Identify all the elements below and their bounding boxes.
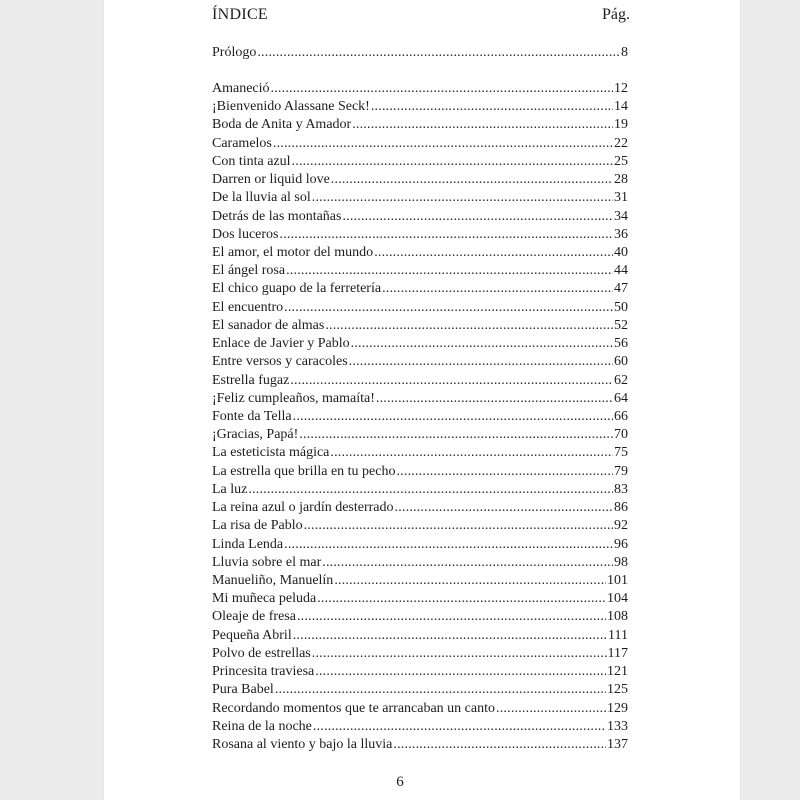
page-number: 6	[396, 774, 404, 790]
toc-entry-page: 64	[614, 390, 628, 406]
dot-leader	[322, 554, 613, 572]
toc-row	[212, 645, 628, 663]
toc-entry-page: 98	[614, 554, 628, 570]
toc-row	[212, 98, 628, 116]
toc-entry-title: Lluvia sobre el mar	[212, 554, 322, 570]
toc-row	[212, 663, 628, 681]
toc-entry-title: El sanador de almas	[212, 317, 325, 333]
toc-entry-title: Princesita traviesa	[212, 664, 315, 679]
toc-row	[212, 736, 628, 754]
toc-row	[212, 335, 628, 353]
toc-row	[212, 536, 628, 554]
dot-leader	[284, 299, 613, 317]
toc-entry-title: Linda Lenda	[212, 536, 284, 552]
toc-row	[212, 208, 628, 226]
toc-row	[212, 116, 628, 134]
toc-entry-title: Pequeña Abril	[212, 627, 292, 643]
toc-row	[212, 627, 628, 645]
toc-row	[212, 408, 628, 426]
toc-row	[212, 390, 628, 408]
toc-entry-page: 52	[614, 317, 628, 333]
toc-entry-page: 25	[614, 153, 628, 169]
toc-entry-title: ¡Gracias, Papá!	[212, 427, 299, 443]
toc-entry-title: Pura Babel	[212, 682, 274, 698]
toc-row	[212, 80, 628, 98]
dot-leader	[280, 226, 614, 244]
toc-entry-title: ¡Bienvenido Alassane Seck!	[212, 99, 370, 115]
dot-leader	[396, 463, 613, 481]
toc-entry-title: La estrella que brilla en tu pecho	[212, 463, 396, 479]
page-column-label: Pág.	[602, 6, 630, 23]
dot-leader	[290, 372, 613, 390]
dot-leader	[284, 536, 613, 554]
dot-leader	[271, 80, 613, 98]
dot-leader	[304, 517, 613, 535]
toc-entry-page: 101	[607, 572, 628, 588]
toc-row	[212, 226, 628, 244]
toc-entry-page: 50	[614, 299, 628, 315]
toc-entry-title: Dos luceros	[212, 226, 279, 242]
toc-row	[212, 426, 628, 444]
toc-entry-page: 36	[614, 226, 628, 242]
dot-leader	[275, 681, 606, 699]
toc-entry-page: 86	[614, 500, 628, 516]
toc-entry-title: Polvo de estrellas	[212, 645, 311, 661]
dot-leader	[496, 700, 606, 718]
toc-entry-title: El encuentro	[212, 299, 284, 315]
dot-leader	[292, 153, 613, 171]
toc-entry-title: Prólogo	[212, 45, 257, 60]
dot-leader	[293, 627, 607, 645]
dot-leader	[351, 335, 613, 353]
dot-leader	[317, 590, 606, 608]
toc-entry-page: 14	[614, 99, 628, 115]
toc-row	[212, 554, 628, 572]
toc-row	[212, 517, 628, 535]
toc-row	[212, 153, 628, 171]
toc-entry-page: 60	[614, 354, 628, 370]
toc-entry-title: La luz	[212, 481, 248, 497]
toc-entry-page: 62	[614, 372, 628, 388]
dot-leader	[334, 572, 606, 590]
toc-entry-title: La esteticista mágica	[212, 445, 330, 461]
toc-row	[212, 171, 628, 189]
toc-row	[212, 444, 628, 462]
toc-entry-page: 104	[607, 591, 628, 607]
toc-row	[212, 299, 628, 317]
toc-entry-page: 40	[614, 245, 628, 260]
toc-row	[212, 718, 628, 736]
toc-entry-page: 12	[614, 81, 628, 96]
toc-entry-page: 8	[621, 45, 628, 60]
dot-leader	[297, 608, 606, 626]
dot-leader	[395, 499, 613, 517]
toc-entry-title: La risa de Pablo	[212, 518, 303, 534]
toc-entry-title: El ángel rosa	[212, 263, 286, 279]
toc-row	[212, 244, 628, 262]
dot-leader	[371, 98, 613, 116]
toc-entry-page: 79	[614, 463, 628, 479]
toc-entry-title: El amor, el motor del mundo	[212, 245, 374, 260]
toc-entry-title: Manueliño, Manuelín	[212, 572, 334, 588]
dot-leader	[325, 317, 613, 335]
toc-entry-page: 56	[614, 336, 628, 352]
dot-leader	[342, 208, 613, 226]
dot-leader	[299, 426, 613, 444]
toc-row	[212, 189, 628, 207]
toc-entry-page: 108	[607, 609, 628, 625]
dot-leader	[374, 244, 613, 262]
dot-leader	[315, 663, 606, 681]
toc-entry-page: 44	[614, 263, 628, 279]
dot-leader	[312, 645, 607, 663]
dot-leader	[248, 481, 613, 499]
toc-entry-page: 96	[614, 536, 628, 552]
toc-row	[212, 463, 628, 481]
toc-entry-title: Rosana al viento y bajo la lluvia	[212, 736, 393, 752]
toc-entry-page: 28	[614, 172, 628, 188]
dot-leader	[349, 353, 613, 371]
dot-leader	[273, 135, 613, 153]
dot-leader	[382, 280, 613, 298]
toc-entry-page: 133	[607, 718, 628, 734]
toc-entry-page: 70	[614, 427, 628, 443]
dot-leader	[313, 718, 606, 736]
toc-row	[212, 280, 628, 298]
toc-row	[212, 481, 628, 499]
toc-entry-page: 83	[614, 481, 628, 497]
toc-entry-title: Detrás de las montañas	[212, 208, 342, 224]
toc-row	[212, 317, 628, 335]
toc-entry-page: 66	[614, 409, 628, 424]
toc-entry-title: Con tinta azul	[212, 153, 291, 169]
toc-row	[212, 135, 628, 153]
toc-entry-title: Reina de la noche	[212, 718, 312, 734]
toc-row	[212, 353, 628, 371]
toc-entry-page: 111	[608, 627, 628, 643]
toc-header	[0, 0, 800, 40]
toc-row	[212, 590, 628, 608]
dot-leader	[331, 171, 613, 189]
toc-entry-title: ¡Feliz cumpleaños, mamaíta!	[212, 390, 375, 406]
toc-row	[212, 681, 628, 699]
toc-entry-page: 92	[614, 518, 628, 534]
dot-leader	[286, 262, 613, 280]
toc-entry-page: 34	[614, 208, 628, 224]
toc-row	[212, 700, 628, 718]
toc-entry-page: 47	[614, 281, 628, 297]
toc-entry-title: Mi muñeca peluda	[212, 591, 317, 607]
toc-entry-title: De la lluvia al sol	[212, 190, 311, 206]
toc-entry-page: 129	[607, 700, 628, 716]
toc-row	[212, 572, 628, 590]
dot-leader	[352, 116, 613, 134]
toc-entry-page: 121	[607, 664, 628, 679]
toc-entry-page: 75	[614, 445, 628, 461]
dot-leader	[293, 408, 613, 426]
toc-entry-title: Fonte da Tella	[212, 409, 292, 424]
page-title: ÍNDICE	[212, 6, 269, 23]
dot-leader	[376, 390, 613, 408]
toc-entry-title: Boda de Anita y Amador	[212, 117, 352, 133]
toc-entry-title: El chico guapo de la ferretería	[212, 281, 382, 297]
toc-entry-page: 117	[607, 645, 628, 661]
toc-row	[212, 372, 628, 390]
dot-leader	[312, 189, 613, 207]
toc-entry-title: Entre versos y caracoles	[212, 354, 348, 370]
dot-leader	[257, 44, 620, 62]
toc-entry-title: Amaneció	[212, 81, 270, 96]
toc-row	[212, 608, 628, 626]
toc-entry-page: 22	[614, 135, 628, 151]
toc-row-prologue	[212, 44, 628, 62]
toc-entry-title: Caramelos	[212, 135, 272, 151]
toc-entry-title: Oleaje de fresa	[212, 609, 296, 625]
toc-entry-title: Enlace de Javier y Pablo	[212, 336, 350, 352]
dot-leader	[330, 444, 613, 462]
dot-leader	[393, 736, 606, 754]
toc-entry-page: 31	[614, 190, 628, 206]
toc-entry-title: Estrella fugaz	[212, 372, 290, 388]
toc-entry-page: 19	[614, 117, 628, 133]
toc-entry-title: Recordando momentos que te arrancaban un canto	[212, 700, 496, 716]
toc-row	[212, 499, 628, 517]
toc-entry-page: 125	[607, 682, 628, 698]
toc-entry-title: Darren or liquid love	[212, 172, 330, 188]
toc-row	[212, 262, 628, 280]
toc-entry-title: La reina azul o jardín desterrado	[212, 500, 394, 516]
toc-entry-page: 137	[607, 736, 628, 752]
